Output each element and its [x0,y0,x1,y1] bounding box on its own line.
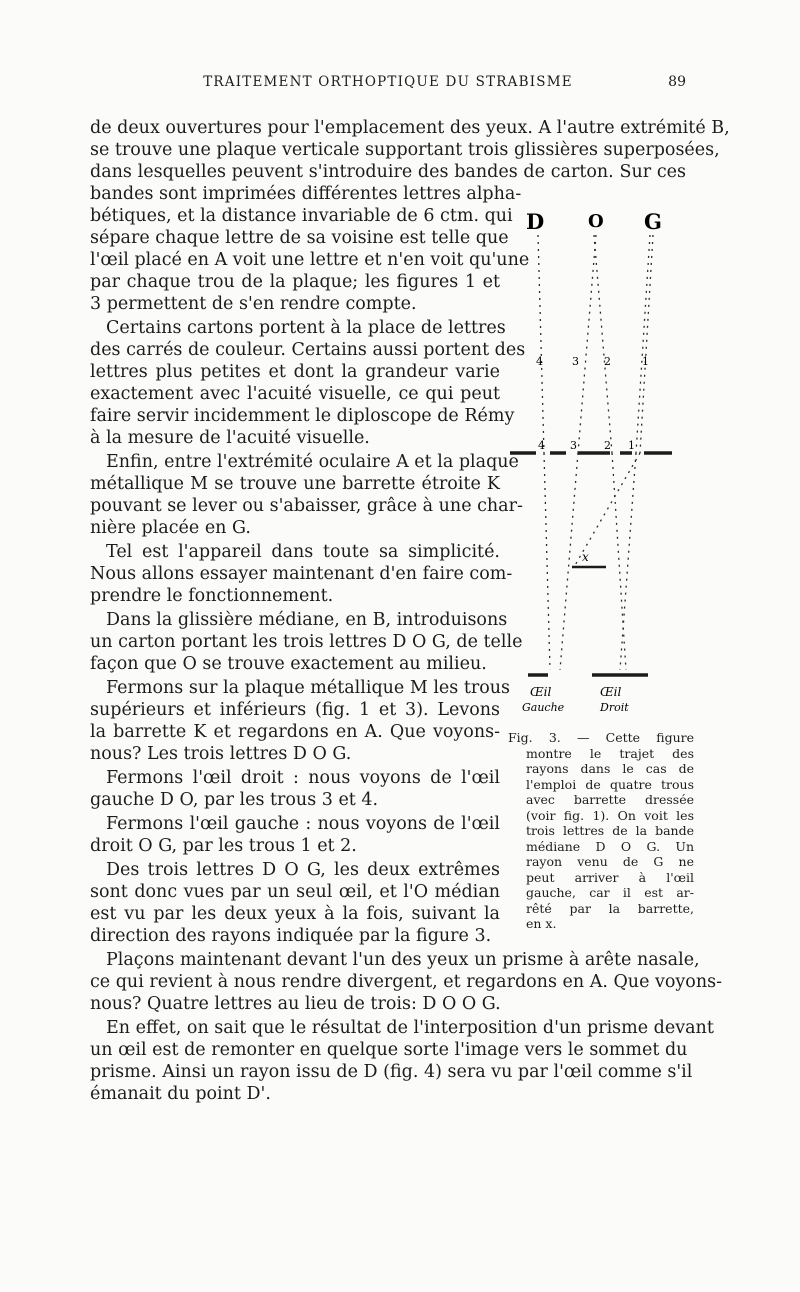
caption-line: rayon venu de G ne [526,854,694,869]
hole-number-1: 1 [642,355,649,368]
text-line: un œil est de remonter en quelque sorte l'image vers le sommet du [90,1040,688,1060]
ray-line [538,235,544,453]
page-number: 89 [668,74,686,90]
left-eye-label: Gauche [522,701,565,714]
text-line: nous? Quatre lettres au lieu de trois: D O O G. [90,994,501,1014]
text-line: Fermons l'œil gauche : nous voyons de l'œil [106,814,500,834]
text-line: des carrés de couleur. Certains aussi portent des [90,340,526,360]
caption-line: gauche, car il est ar- [526,885,694,900]
text-line: dans lesquelles peuvent s'introduire des bandes de carton. Sur ces [90,162,686,182]
figure-3-diagram [508,205,693,725]
letter-g: G [644,209,662,234]
text-line: sont donc vues par un seul œil, et l'O médian [90,882,500,902]
caption-line: Fig. 3. — Cette figure [508,730,694,745]
ray-diagram [508,205,693,725]
caption-line: avec barrette dressée [526,792,694,807]
right-eye-label: Droit [600,701,629,714]
ray-line [544,453,550,670]
caption-line: rêté par la barrette, [526,900,694,916]
text-line: En effet, on sait que le résultat de l'interposition d'un prisme devant [106,1018,714,1038]
text-line: de deux ouvertures pour l'emplacement des yeux. A l'autre extrémité B, [90,118,730,138]
running-title: TRAITEMENT ORTHOPTIQUE DU STRABISME [203,74,573,90]
caption-line: trois lettres de la bande [526,823,694,838]
text-line: métallique M se trouve une barrette étroite K [90,474,500,494]
text-line: nous? Les trois lettres D O G. [90,744,352,764]
ray-line [640,235,653,453]
text-line: l'œil placé en A voit une lettre et n'en voit qu'une [90,250,530,270]
text-line: faire servir incidemment le diploscope de Rémy [90,406,515,426]
text-line: un carton portant les trois lettres D O G, de telle [90,632,523,652]
text-line: lettres plus petites et dont la grandeur varie [90,362,500,382]
text-line: prendre le fonctionnement. [90,586,334,606]
left-eye-label: Œil [530,685,552,699]
ray-line [612,453,626,670]
caption-line: peut arriver à l'œil [526,869,694,885]
text-line: émanait du point D'. [90,1084,271,1104]
caption-line: rayons dans le cas de [526,761,694,776]
caption-line: l'emploi de quatre trous [526,776,694,792]
hole-number-1: 1 [628,439,635,452]
caption-line: médiane D O G. Un [526,838,694,854]
ray-line [594,235,612,453]
text-line: sépare chaque lettre de sa voisine est telle que [90,228,509,248]
text-line: Fermons l'œil droit : nous voyons de l'œil [106,768,500,788]
caption-line: (voir fig. 1). On voit les [526,807,694,823]
text-line: direction des rayons indiquée par la figure 3. [90,926,492,946]
text-line: Fermons sur la plaque métallique M les trous [106,678,511,698]
text-line: Tel est l'appareil dans toute sa simplicité. [106,542,500,562]
hole-number-2: 2 [604,355,611,368]
text-line: Enfin, entre l'extrémité oculaire A et la plaque [106,452,519,472]
text-line: Plaçons maintenant devant l'un des yeux un prisme à arête nasale, [106,950,700,970]
text-line: droit O G, par les trous 1 et 2. [90,836,357,856]
ray-line [560,453,578,670]
text-line: Dans la glissière médiane, en B, introduisons [106,610,508,630]
letter-d: D [526,209,545,234]
text-line: bétiques, et la distance invariable de 6 ctm. qui [90,206,513,226]
text-line: pouvant se lever ou s'abaisser, grâce à une char- [90,496,523,516]
ray-line [636,235,650,453]
barrette-label-x: x [582,550,589,564]
hole-number-3: 3 [572,355,579,368]
running-header [90,74,686,100]
ray-line [620,453,636,670]
text-line: prisme. Ainsi un rayon issu de D (fig. 4) sera vu par l'œil comme s'il [90,1062,693,1082]
hole-number-2: 2 [604,439,611,452]
hole-number-4: 4 [536,355,543,368]
text-line: Certains cartons portent à la place de lettres [106,318,506,338]
text-line: à la mesure de l'acuité visuelle. [90,428,370,448]
text-line: est vu par les deux yeux à la fois, suivant la [90,904,500,924]
text-line: Des trois lettres D O G, les deux extrêmes [106,860,500,880]
text-line: bandes sont imprimées différentes lettres alpha- [90,184,522,204]
text-line: la barrette K et regardons en A. Que voyons- [90,722,500,742]
ray-line [578,235,596,453]
hole-number-4: 4 [538,439,545,452]
right-eye-label: Œil [600,685,622,699]
hole-number-3: 3 [570,439,577,452]
text-line: supérieurs et inférieurs (fig. 1 et 3). Levons [90,700,500,720]
text-line: exactement avec l'acuité visuelle, ce qui peut [90,384,500,404]
text-line: nière placée en G. [90,518,251,538]
text-line: se trouve une plaque verticale supportant trois glissières superposées, [90,140,720,160]
text-line: 3 permettent de s'en rendre compte. [90,294,417,314]
caption-line: en x. [526,916,557,931]
text-line: Nous allons essayer maintenant d'en faire com- [90,564,513,584]
caption-line: montre le trajet des [526,745,694,761]
letter-o: O [588,211,604,232]
text-line: gauche D O, par les trous 3 et 4. [90,790,379,810]
text-line: ce qui revient à nous rendre divergent, et regardons en A. Que voyons- [90,972,722,992]
text-line: façon que O se trouve exactement au milieu. [90,654,487,674]
text-line: par chaque trou de la plaque; les figures 1 et [90,272,500,292]
